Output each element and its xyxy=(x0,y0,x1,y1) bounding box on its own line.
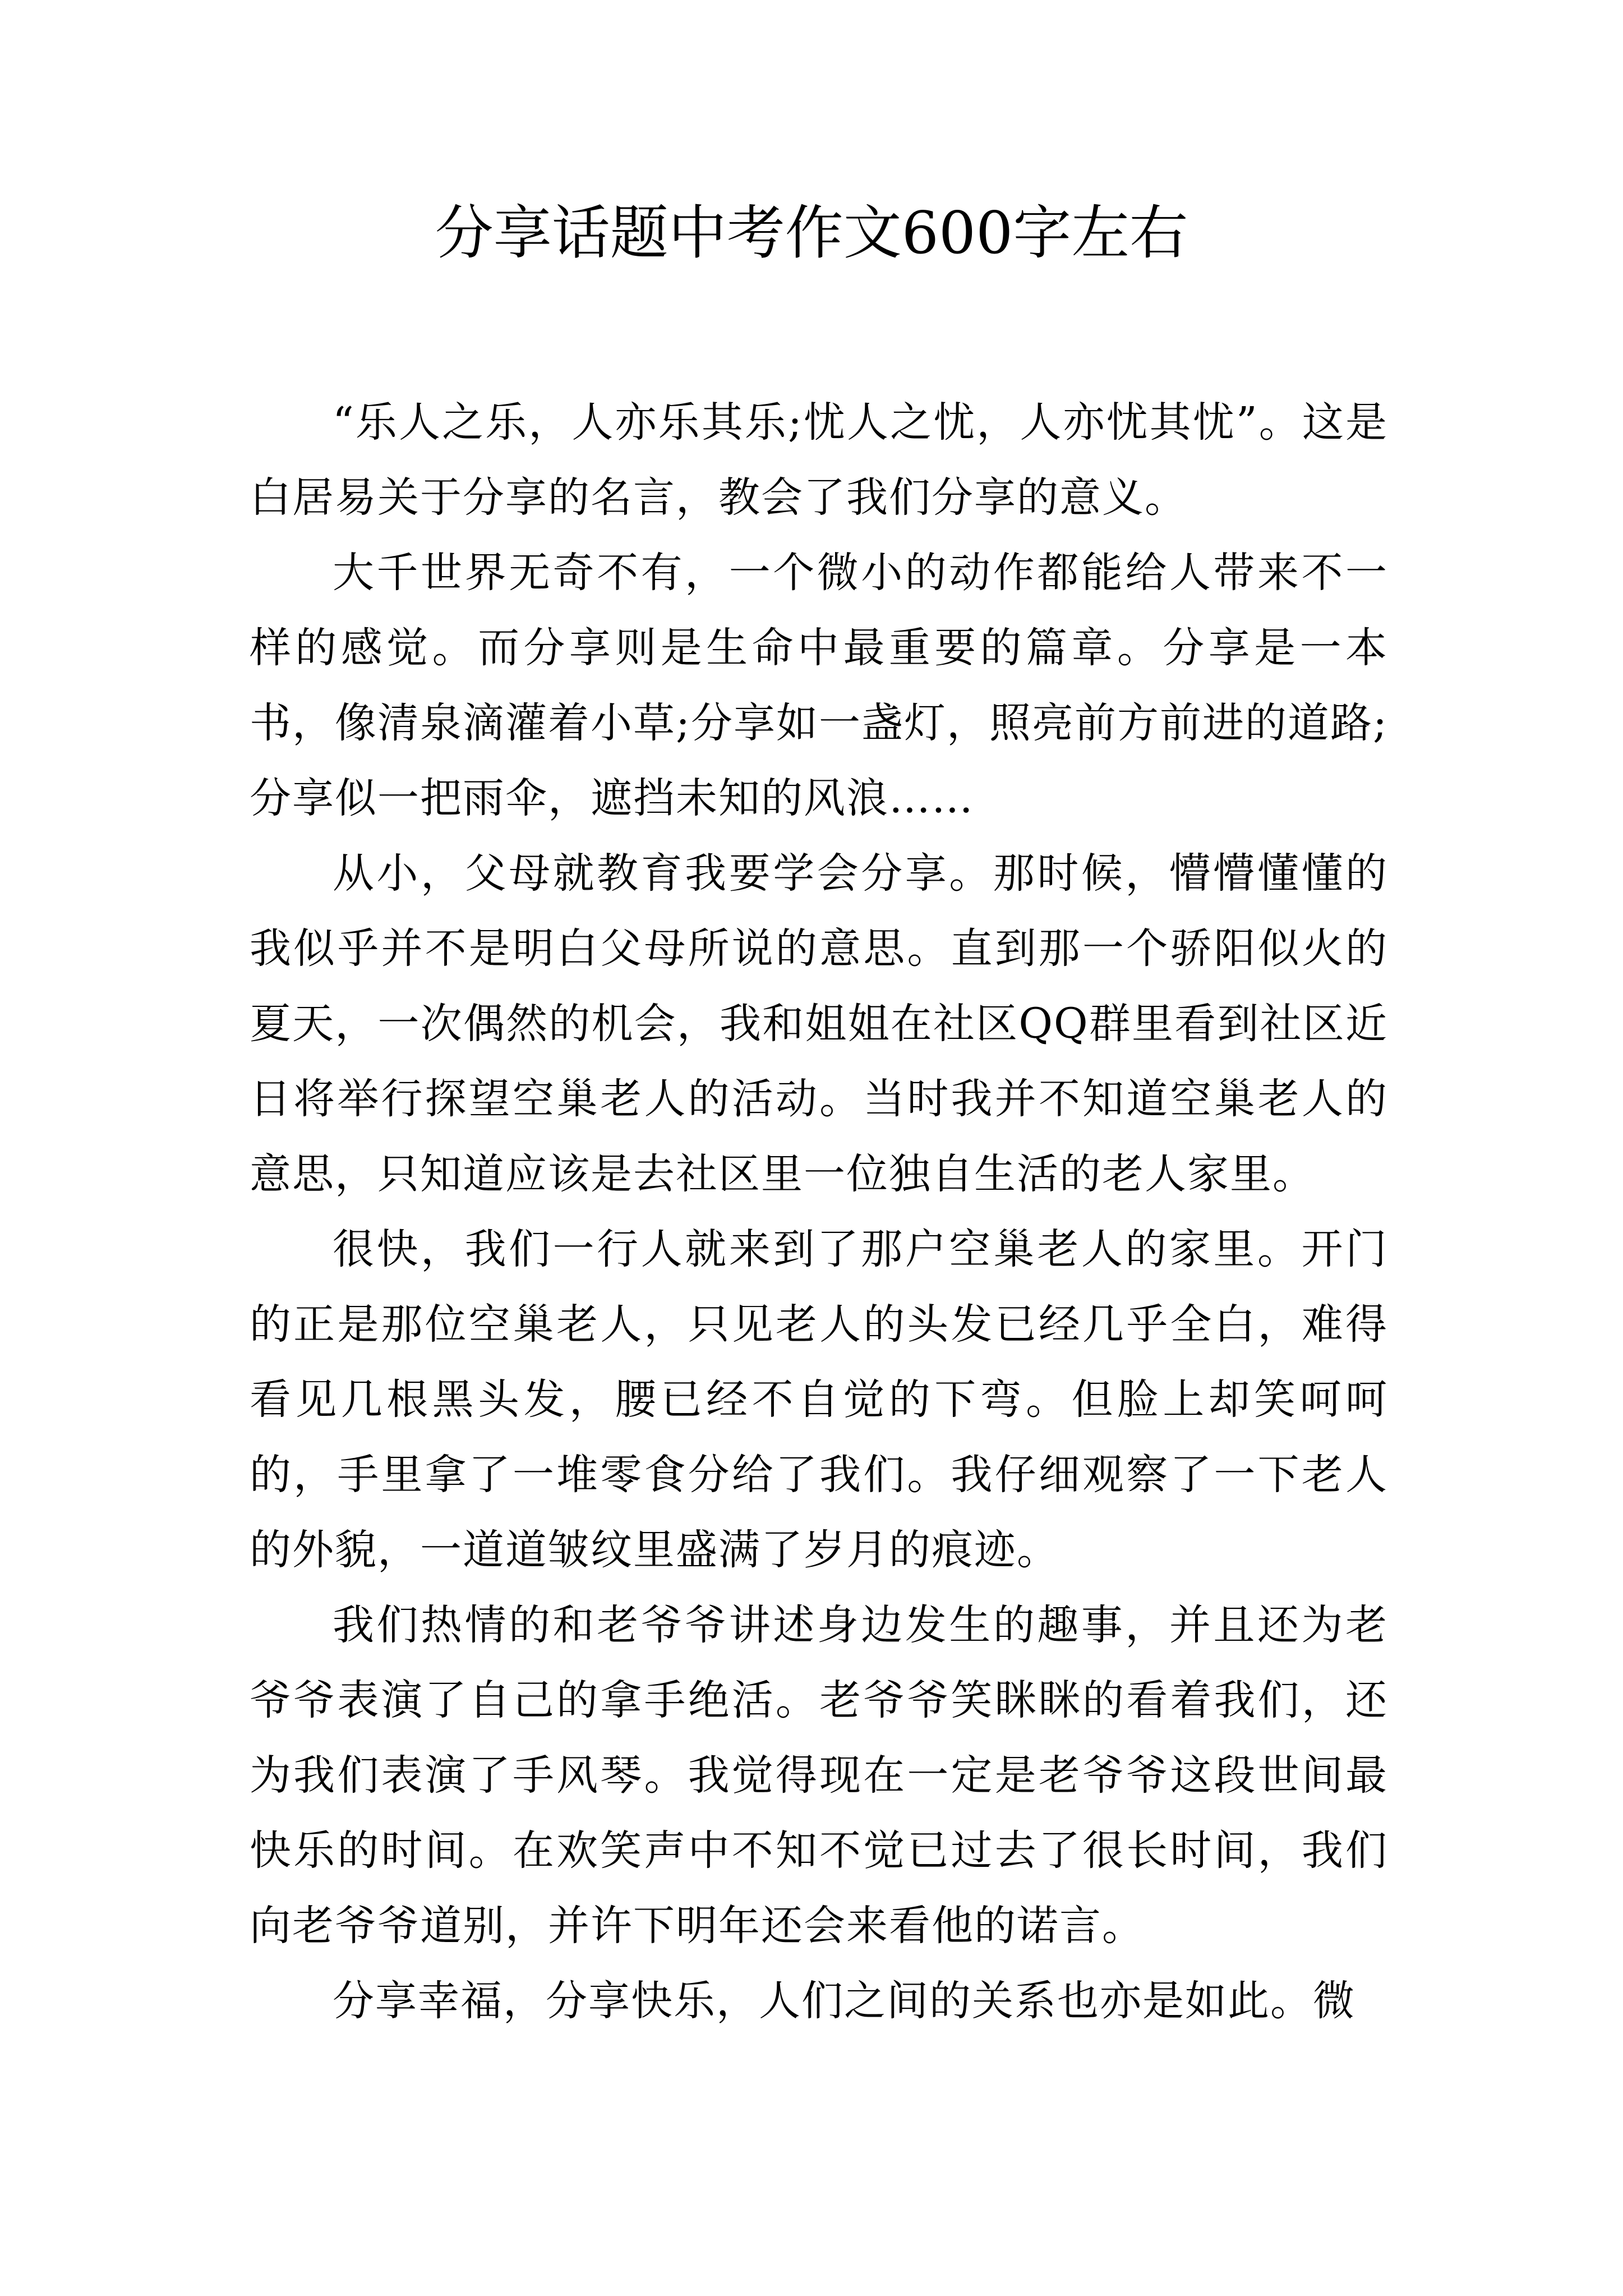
paragraph-3: 从小，父母就教育我要学会分享。那时候，懵懵懂懂的我似乎并不是明白父母所说的意思。直到那一个骄阳似火的夏天，一次偶然的机会，我和姐姐在社区QQ群里看到社区近日将举行探望空巢老人的活动。当时我并不知道空巢老人的意思，只知道应该是去社区里一位独自生活的老人家里。 xyxy=(250,849,1388,1198)
document-title: 分享话题中考作文600字左右 xyxy=(435,199,1188,267)
paragraph-6: 分享幸福，分享快乐，人们之间的关系也亦是如此。微 xyxy=(333,1977,1355,2025)
paragraph-4: 很快，我们一行人就来到了那户空巢老人的家里。开门的正是那位空巢老人，只见老人的头发已经几乎全白，难得看见几根黑头发，腰已经不自觉的下弯。但脸上却笑呵呵的，手里拿了一堆零食分给了我们。我仔细观察了一下老人的外貌，一道道皱纹里盛满了岁月的痕迹。 xyxy=(250,1225,1388,1574)
document-body xyxy=(250,385,1388,2039)
paragraph-1: “乐人之乐，人亦乐其乐;忧人之忧，人亦忧其忧”。这是白居易关于分享的名言，教会了我们分享的意义。 xyxy=(250,398,1388,522)
paragraph-2: 大千世界无奇不有，一个微小的动作都能给人带来不一样的感觉。而分享则是生命中最重要的篇章。分享是一本书，像清泉滴灌着小草;分享如一盏灯，照亮前方前进的道路;分享似一把雨伞，遮挡未知的风浪…… xyxy=(250,549,1388,822)
paragraph-5: 我们热情的和老爷爷讲述身边发生的趣事，并且还为老爷爷表演了自己的拿手绝活。老爷爷笑眯眯的看着我们，还为我们表演了手风琴。我觉得现在一定是老爷爷这段世间最快乐的时间。在欢笑声中不知不觉已过去了很长时间，我们向老爷爷道别，并许下明年还会来看他的诺言。 xyxy=(250,1601,1388,1950)
